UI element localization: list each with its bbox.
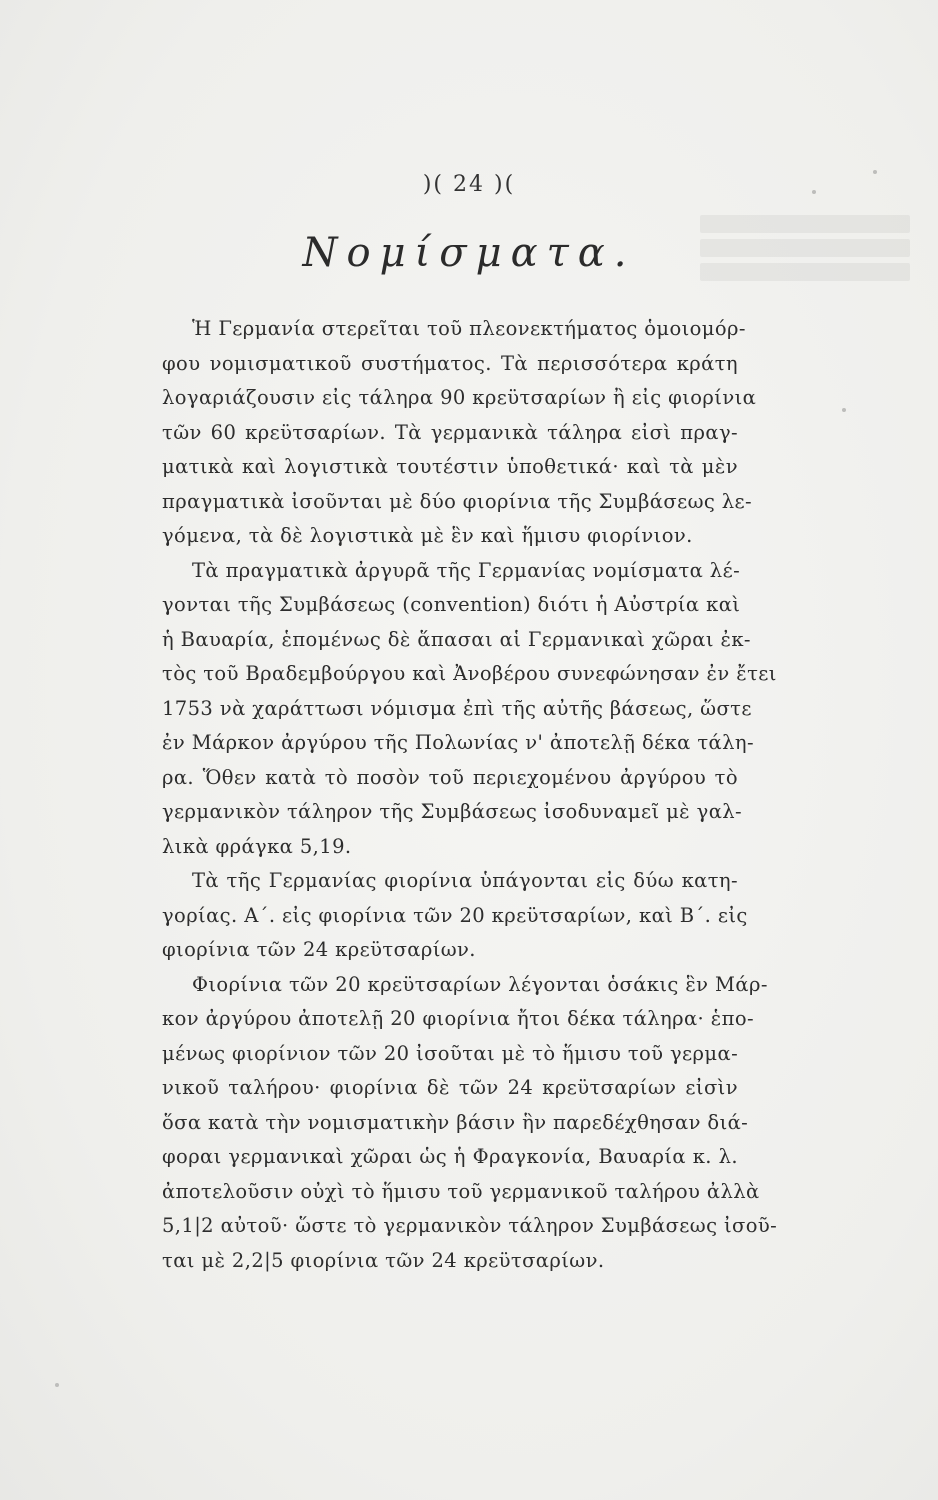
text-line: γονται τῆς Συμβάσεως (convention) διότι ἡ Αὐστρία καὶ — [162, 593, 741, 616]
text-line: νικοῦ ταλήρου· φιορίνια δὲ τῶν 24 κρεϋτσαρίων εἰσὶν — [162, 1076, 738, 1099]
text-line: ματικὰ καὶ λογιστικὰ τουτέστιν ὑποθετικά· καὶ τὰ μὲν — [162, 455, 738, 478]
paragraph-florin-categories — [162, 864, 748, 968]
text-line: φιορίνια τῶν 24 κρεϋτσαρίων. — [162, 938, 476, 961]
text-line: λογαριάζουσιν εἰς τάληρα 90 κρεϋτσαρίων ἢ εἰς φιορίνια — [162, 386, 757, 409]
text-line: μένως φιορίνιον τῶν 20 ἰσοῦται μὲ τὸ ἥμισυ τοῦ γερμα- — [162, 1041, 739, 1065]
text-line: Τὰ τῆς Γερμανίας φιορίνια ὑπάγονται εἰς δύω κατη- — [192, 869, 738, 892]
text-line: ἡ Βαυαρία, ἑπομένως δὲ ἅπασαι αἱ Γερμανικαὶ χῶραι ἐκ- — [162, 627, 751, 651]
paper-speck — [55, 1383, 59, 1387]
paragraph-germany-currency — [162, 312, 757, 554]
text-line: πραγματικὰ ἰσοῦνται μὲ δύο φιορίνια τῆς Συμβάσεως λε- — [162, 489, 753, 513]
text-line: φου νομισματικοῦ συστήματος. Τὰ περισσότερα κράτη — [162, 351, 738, 375]
text-line: 1753 νὰ χαράττωσι νόμισμα ἐπὶ τῆς αὐτῆς βάσεως, ὥστε — [162, 696, 752, 720]
text-line: ρα. Ὅθεν κατὰ τὸ ποσὸν τοῦ περιεχομένου ἀργύρου τὸ — [162, 765, 738, 789]
text-line: τὸς τοῦ Βραδεμβούργου καὶ Ἀνοβέρου συνεφώνησαν ἐν ἔτει — [162, 662, 777, 685]
page-number: )( 24 )( — [422, 172, 516, 197]
paper-speck — [842, 408, 846, 412]
text-line: γερμανικὸν τάληρον τῆς Συμβάσεως ἰσοδυναμεῖ μὲ γαλ- — [162, 800, 743, 823]
text-line: γόμενα, τὰ δὲ λογιστικὰ μὲ ἓν καὶ ἥμισυ φιορίνιον. — [162, 524, 693, 547]
paragraph-florin-values — [162, 968, 778, 1279]
text-line: ἀποτελοῦσιν οὐχὶ τὸ ἥμισυ τοῦ γερμανικοῦ ταλήρου ἀλλὰ — [162, 1179, 760, 1203]
text-line: τῶν 60 κρεϋτσαρίων. Τὰ γερμανικὰ τάληρα εἰσὶ πραγ- — [162, 420, 738, 444]
body-text — [162, 312, 778, 1278]
text-line: Τὰ πραγματικὰ ἀργυρᾶ τῆς Γερμανίας νομίσματα λέ- — [192, 558, 741, 582]
text-line: Φιορίνια τῶν 20 κρεϋτσαρίων λέγονται ὁσάκις ἓν Μάρ- — [192, 972, 768, 996]
text-line: γορίας. Α΄. εἰς φιορίνια τῶν 20 κρεϋτσαρίων, καὶ Β΄. εἰς — [162, 903, 748, 927]
text-line: 5,1|2 αὐτοῦ· ὥστε τὸ γερμανικὸν τάληρον Συμβάσεως ἰσοῦ- — [162, 1214, 778, 1237]
text-line: ὅσα κατὰ τὴν νομισματικὴν βάσιν ἣν παρεδέχθησαν διά- — [162, 1110, 749, 1134]
paragraph-convention-coins — [162, 554, 777, 865]
text-line: ται μὲ 2,2|5 φιορίνια τῶν 24 κρεϋτσαρίων. — [162, 1248, 605, 1272]
text-line: λικὰ φράγκα 5,19. — [162, 834, 352, 858]
page-title: Νομίσματα. — [302, 230, 636, 276]
text-line: φοραι γερμανικαὶ χῶραι ὡς ἡ Φραγκονία, Βαυαρία κ. λ. — [162, 1145, 738, 1168]
text-line: Ἡ Γερμανία στερεῖται τοῦ πλεονεκτήματος ὁμοιομόρ- — [192, 317, 746, 340]
text-line: ἐν Μάρκον ἀργύρου τῆς Πολωνίας ν' ἀποτελῇ δέκα τάλη- — [162, 731, 754, 754]
text-line: κον ἀργύρου ἀποτελῇ 20 φιορίνια ἤτοι δέκα τάληρα· ἑπο- — [162, 1007, 754, 1030]
